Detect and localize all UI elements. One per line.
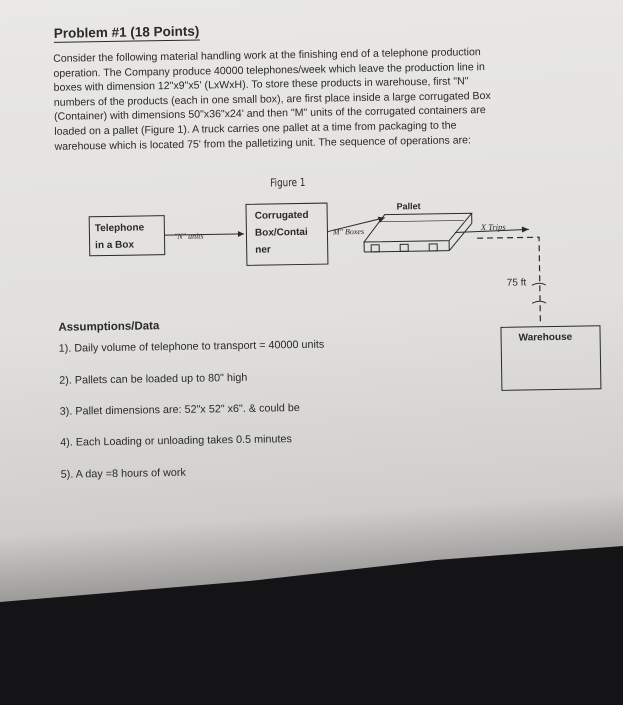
corrugated-box — [245, 203, 328, 266]
description-line: warehouse which is located 75' from the palletizing unit. The sequence of operations are: — [54, 134, 471, 153]
assumption-item: 2). Pallets can be loaded up to 80" high — [59, 372, 247, 387]
assumption-item: 3). Pallet dimensions are: 52"x 52" x6". & could be — [60, 402, 300, 418]
warehouse-label: Warehouse — [519, 332, 573, 344]
corrugated-box-label: Box/Contai — [255, 227, 308, 239]
problem-title: Problem #1 (18 Points) — [54, 24, 200, 43]
corrugated-box-label: Corrugated — [255, 210, 309, 222]
telephone-box — [89, 215, 166, 256]
description-line: numbers of the products (each in one small box), are first place inside a large corrugated Box — [54, 90, 491, 109]
figure-caption: Figure 1 — [270, 176, 305, 190]
telephone-box-label: in a Box — [95, 240, 134, 252]
assumption-item: 1). Daily volume of telephone to transport = 40000 units — [59, 339, 325, 355]
telephone-box-label: Telephone — [95, 222, 144, 234]
n-units-label: "N" units — [174, 232, 204, 241]
description-line: boxes with dimension 12"x9"x5' (LxWxH). To store these products in warehouse, first "N" — [54, 76, 469, 95]
corrugated-box-label: ner — [255, 244, 271, 255]
m-boxes-label: M" Boxes — [333, 227, 364, 236]
assumption-item: 4). Each Loading or unloading takes 0.5 minutes — [60, 433, 292, 449]
description-line: (Container) with dimensions 50"x36"x24' and then "M" units of the corrugated containers are — [54, 104, 486, 123]
assumptions-title: Assumptions/Data — [58, 320, 159, 334]
description-line: operation. The Company produce 40000 telephones/week which leave the production line in — [53, 61, 485, 80]
distance-break-mark — [532, 301, 546, 303]
distance-break-mark — [532, 283, 546, 285]
pallet-label: Pallet — [396, 201, 420, 211]
description-line: loaded on a pallet (Figure 1). A truck carries one pallet at a time from packaging to the — [54, 119, 456, 137]
description-line: Consider the following material handling work at the finishing end of a telephone production — [53, 46, 481, 65]
arrowhead-icon — [522, 226, 529, 232]
distance-label: 75 ft — [507, 277, 527, 288]
assumption-item: 5). A day =8 hours of work — [61, 467, 186, 481]
arrowhead-icon — [238, 231, 244, 237]
trips-label: X Trips — [481, 222, 506, 232]
